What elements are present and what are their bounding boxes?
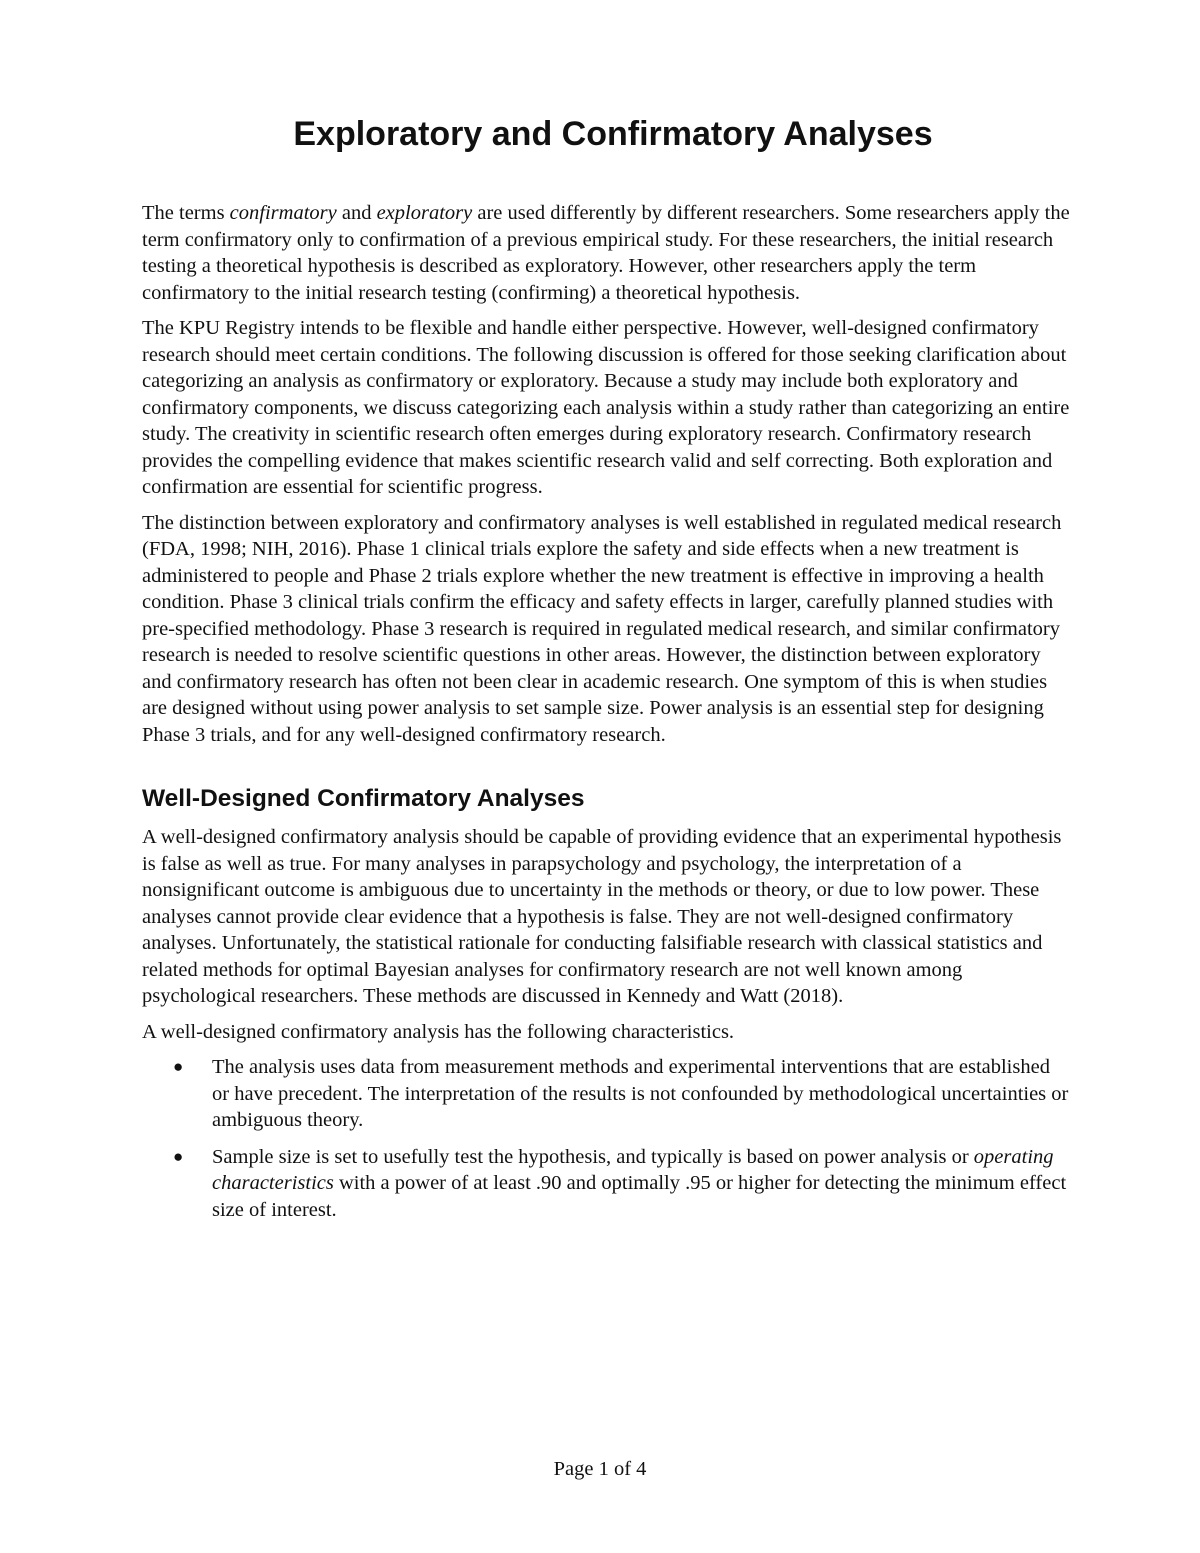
text-run: and	[336, 202, 377, 224]
text-run: The terms	[142, 202, 230, 224]
intro-paragraph-3: The distinction between exploratory and confirmatory analyses is well established in regulated medical research (FDA, 1998; NIH, 2016). Phase 1 clinical trials explore the safety and side effects when a new treatment is administered to people and Phase 2 trials explore whether the new treatment is effective in improving a health condition. Phase 3 clinical trials confirm the efficacy and safety effects in larger, carefully planned studies with pre-specified methodology. Phase 3 research is required in regulated medical research, and similar confirmatory research is needed to resolve scientific questions in other areas. However, the distinction between exploratory and confirmatory research has often not been clear in academic research. One symptom of this is when studies are designed without using power analysis to set sample size. Power analysis is an essential step for designing Phase 3 trials, and for any well-designed confirmatory research.	[142, 511, 1062, 746]
list-item-text	[212, 1146, 1066, 1221]
list-item-text: The analysis uses data from measurement methods and experimental interventions that are established or have precedent. The interpretation of the results is not confounded by methodological uncertainties or ambiguous theory.	[212, 1056, 1069, 1131]
intro-paragraph-1	[142, 200, 1072, 306]
page-number-footer: Page 1 of 4	[553, 1458, 647, 1480]
italic-term-confirmatory: confirmatory	[229, 202, 337, 224]
list-item	[142, 1054, 1072, 1134]
intro-paragraph-2: The KPU Registry intends to be flexible and handle either perspective. However, well-designed confirmatory research should meet certain conditions. The following discussion is offered for those seeking clarification about categorizing an analysis as confirmatory or exploratory. Because a study may include both exploratory and confirmatory components, we discuss categorizing each analysis within a study rather than categorizing an entire study. The creativity in scientific research often emerges during exploratory research. Confirmatory research provides the compelling evidence that makes scientific research valid and self correcting. Both exploration and confirmation are essential for scientific progress.	[142, 317, 1070, 498]
section-paragraph-1: A well-designed confirmatory analysis should be capable of providing evidence that an experimental hypothesis is false as well as true. For many analyses in parapsychology and psychology, the interpretation of a nonsignificant outcome is ambiguous due to uncertainty in the methods or theory, or due to low power. These analyses cannot provide clear evidence that a hypothesis is false. They are not well-designed confirmatory analyses. Unfortunately, the statistical rationale for conducting falsifiable research with classical statistics and related methods for optimal Bayesian analyses for confirmatory research are not well known among psychological researchers. These methods are discussed in Kennedy and Watt (2018).	[142, 826, 1062, 1007]
section-heading: Well-Designed Confirmatory Analyses	[142, 785, 585, 812]
characteristics-list	[142, 1054, 1072, 1223]
text-run: are used differently by different researchers. Some researchers apply the term confirmatory only to confirmation of a previous empirical study. For these researchers, the initial research testing a theoretical hypothesis is described as exploratory. However, other researchers apply the term confirmatory to the initial research testing (confirming) a theoretical hypothesis.	[142, 202, 1070, 304]
text-run: Sample size is set to usefully test the hypothesis, and typically is based on power analysis or	[212, 1145, 974, 1168]
section-paragraph-2: A well-designed confirmatory analysis has the following characteristics.	[142, 1020, 735, 1043]
italic-term-exploratory: exploratory	[376, 202, 473, 224]
bullet-icon: ●	[173, 1146, 184, 1166]
document-title: Exploratory and Confirmatory Analyses	[293, 115, 933, 153]
page-content	[142, 108, 1072, 1233]
italic-term-operating-characteristics: operating characteristics	[212, 1145, 1054, 1194]
list-item	[142, 1144, 1072, 1224]
text-run: with a power of at least .90 and optimally .95 or higher for detecting the minimum effect size of interest.	[212, 1172, 1067, 1221]
bullet-icon: ●	[173, 1057, 184, 1076]
